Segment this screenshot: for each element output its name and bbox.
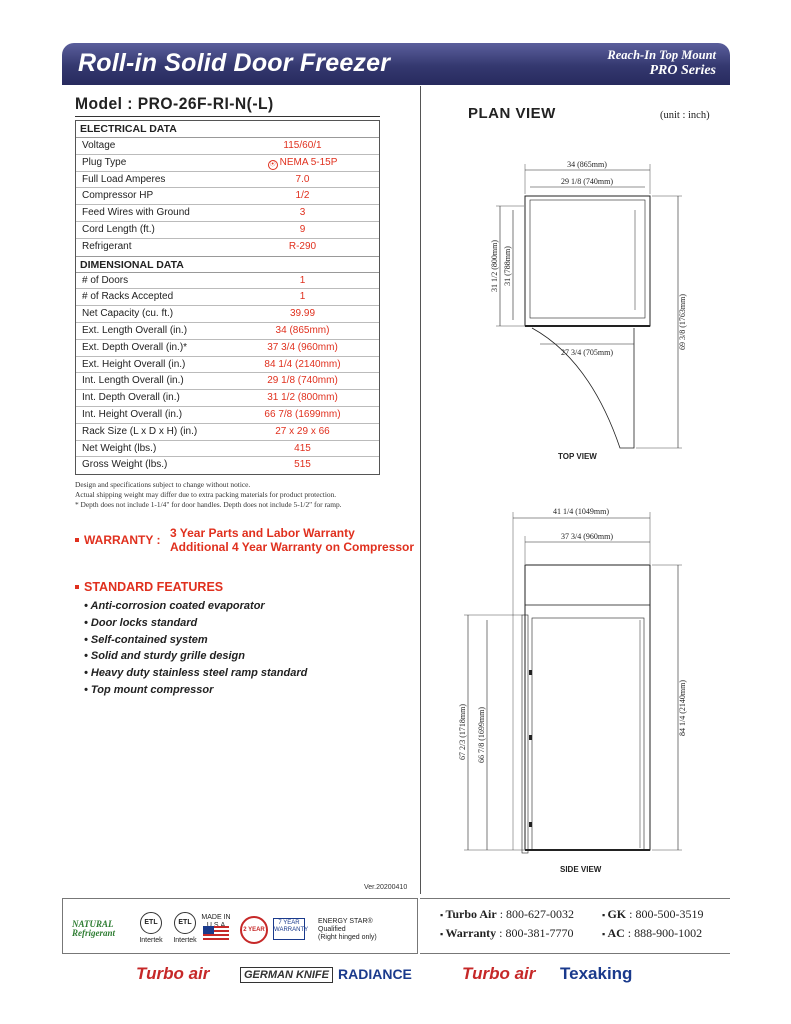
radiance-logo: RADIANCE	[338, 966, 412, 982]
spec-label: Cord Length (ft.)	[82, 223, 155, 235]
spec-label: Gross Weight (lbs.)	[82, 459, 168, 471]
dim-top-width-outer: 34 (865mm)	[567, 160, 607, 169]
contact-gk: ▪ GK : 800-500-3519	[602, 907, 703, 922]
spec-value: 84 1/4 (2140mm)	[264, 358, 341, 370]
spec-value: 115/60/1	[283, 140, 322, 151]
series-line-1: Reach-In Top Mount	[607, 48, 716, 62]
natural-refrigerant-logo: NATURAL Refrigerant	[72, 919, 116, 938]
header-banner	[62, 43, 730, 85]
features-list	[84, 598, 307, 699]
spec-row	[76, 407, 379, 424]
dim-top-door: 27 3/4 (705mm)	[561, 348, 613, 357]
page-title: Roll-in Solid Door Freezer	[78, 49, 391, 77]
spec-label: Int. Length Overall (in.)	[82, 375, 184, 387]
dim-top-swing: 69 3/8 (1763mm)	[678, 294, 687, 350]
brand-logos	[130, 962, 670, 990]
door-latch	[529, 822, 532, 827]
two-year-warranty-badge: 2 YEAR	[240, 916, 268, 944]
spec-label: Int. Height Overall (in.)	[82, 408, 183, 420]
spec-row	[76, 323, 379, 340]
feature-item: • Heavy duty stainless steel ramp standard	[84, 665, 307, 682]
dimensional-section-title: DIMENSIONAL DATA	[76, 256, 379, 273]
spec-label: Feed Wires with Ground	[82, 207, 190, 219]
etl-listed-icon: ETL	[140, 912, 162, 934]
intertek-label: Intertek	[139, 937, 163, 944]
feature-item: • Self-contained system	[84, 632, 307, 649]
spec-value: 9	[299, 223, 306, 235]
spec-label: Net Capacity (cu. ft.)	[82, 308, 174, 320]
notes	[75, 480, 342, 510]
dim-side-width-inner: 37 3/4 (960mm)	[561, 532, 613, 541]
spec-label: Ext. Length Overall (in.)	[82, 324, 188, 336]
spec-label: Full Load Amperes	[82, 173, 166, 185]
turbo-air-logo: Turbo air	[136, 964, 210, 983]
spec-row	[76, 424, 379, 441]
door-swing-arc	[532, 328, 634, 448]
spec-value: 7.0	[295, 173, 310, 185]
spec-row	[76, 457, 379, 474]
series-label	[607, 48, 716, 78]
dim-side-height-door: 67 2/3 (1718mm)	[458, 704, 467, 760]
series-line-2: PRO Series	[649, 63, 716, 78]
seven-year-warranty-badge: 7 YEAR WARRANTY	[273, 918, 305, 940]
door-latch	[529, 670, 532, 675]
feature-item: • Anti-corrosion coated evaporator	[84, 598, 307, 615]
warranty-lines	[170, 526, 414, 554]
electrical-rows	[76, 138, 379, 256]
contact-warranty: ▪ Warranty : 800-381-7770	[440, 926, 573, 941]
plan-drawing	[440, 150, 700, 890]
handles	[529, 670, 532, 827]
spec-label: # of Doors	[82, 274, 129, 286]
dim-top-width-inner: 29 1/8 (740mm)	[561, 177, 613, 186]
spec-value: 39.99	[289, 308, 316, 320]
spec-row	[76, 222, 379, 239]
spec-row	[76, 172, 379, 189]
intertek-label-2: Intertek	[173, 937, 197, 944]
spec-value: 37 3/4 (960mm)	[267, 341, 338, 353]
spec-label: Refrigerant	[82, 240, 132, 252]
german-knife-logo: GERMAN KNIFE	[240, 967, 333, 983]
top-view-label: TOP VIEW	[558, 452, 597, 461]
spec-row	[76, 441, 379, 458]
column-divider	[420, 86, 421, 894]
spec-value: 3	[299, 207, 306, 219]
spec-row	[76, 357, 379, 374]
spec-row	[76, 188, 379, 205]
note-line: Actual shipping weight may differ due to extra packing materials for product protection.	[75, 490, 337, 499]
model-number: Model : PRO-26F-RI-N(-L)	[75, 94, 274, 113]
spec-value: 415	[294, 442, 311, 454]
spec-label: Rack Size (L x D x H) (in.)	[82, 425, 198, 437]
spec-value: 29 1/8 (740mm)	[267, 375, 338, 387]
note-line: Design and specifications subject to change without notice.	[75, 480, 251, 489]
spec-label: Compressor HP	[82, 190, 154, 202]
feature-item: • Top mount compressor	[84, 682, 307, 699]
side-view-door	[532, 618, 644, 850]
plug-icon: ⦿	[269, 161, 276, 168]
model-underline	[75, 116, 380, 117]
spec-value: 1	[299, 274, 306, 286]
version-label: Ver.20200410	[364, 884, 408, 891]
electrical-section-title: ELECTRICAL DATA	[76, 121, 379, 138]
spec-row	[76, 273, 379, 290]
spec-label: Ext. Height Overall (in.)	[82, 358, 186, 370]
spec-value: 31 1/2 (800mm)	[267, 392, 338, 404]
side-view-compressor-housing	[525, 565, 650, 605]
spec-row	[76, 138, 379, 155]
bullet-icon	[75, 585, 79, 589]
dim-side-width-outer: 41 1/4 (1049mm)	[553, 507, 609, 516]
side-view-cabinet	[525, 565, 650, 850]
contact-turbo-air: ▪ Turbo Air : 800-627-0032	[440, 907, 574, 922]
spec-value: R-290	[288, 240, 317, 252]
dim-top-depth-inner: 31 (788mm)	[503, 246, 512, 286]
spec-table	[75, 120, 380, 475]
spec-value: ⦿ NEMA 5-15P	[269, 156, 338, 168]
texaking-logo: Texaking	[560, 964, 633, 983]
warranty-line-1: 3 Year Parts and Labor Warranty	[170, 526, 355, 540]
spec-row	[76, 390, 379, 407]
feature-item: • Solid and sturdy grille design	[84, 648, 307, 665]
spec-label: # of Racks Accepted	[82, 291, 174, 303]
unit-label: (unit : inch)	[660, 110, 710, 121]
note-line: * Depth does not include 1-1/4" for door handles. Depth does not include 5-1/2" for ramp.	[75, 500, 342, 509]
plan-view-title: PLAN VIEW	[468, 105, 556, 122]
spec-label: Plug Type	[82, 156, 127, 168]
top-view-cabinet	[525, 196, 650, 326]
spec-label: Ext. Depth Overall (in.)*	[82, 341, 188, 353]
made-in-usa-label: MADE IN	[201, 914, 231, 921]
spec-row	[76, 155, 379, 172]
spec-label: Voltage	[82, 140, 116, 151]
dim-side-height-inner: 66 7/8 (1699mm)	[477, 707, 486, 763]
side-view-label: SIDE VIEW	[560, 865, 602, 874]
turbo-air-system-logo: Turbo air	[462, 964, 536, 983]
door-latch	[529, 735, 532, 740]
feature-item: • Door locks standard	[84, 615, 307, 632]
spec-value: 1/2	[295, 190, 310, 202]
bullet-icon	[75, 538, 79, 542]
spec-value: 66 7/8 (1699mm)	[264, 408, 341, 420]
contact-ac: ▪ AC : 888-900-1002	[602, 926, 702, 941]
energy-star-label: ENERGY STAR® Qualified (Right hinged only)	[318, 918, 377, 941]
warranty-line-2: Additional 4 Year Warranty on Compressor	[170, 540, 415, 554]
usa-flag-icon	[203, 926, 229, 941]
spec-row	[76, 289, 379, 306]
spec-row	[76, 306, 379, 323]
spec-row	[76, 373, 379, 390]
etl-sanitation-icon: ETL	[174, 912, 196, 934]
spec-value: 515	[294, 459, 311, 471]
top-view-interior	[530, 200, 645, 318]
spec-value: 1	[299, 291, 306, 303]
spec-label: Net Weight (lbs.)	[82, 442, 157, 454]
dimensional-rows	[76, 273, 379, 475]
spec-row	[76, 205, 379, 222]
spec-value: 34 (865mm)	[275, 324, 330, 336]
spec-row	[76, 340, 379, 357]
features-title: STANDARD FEATURES	[75, 580, 223, 594]
warranty-label: WARRANTY :	[75, 533, 160, 547]
spec-row	[76, 239, 379, 256]
dim-top-depth-outer: 31 1/2 (800mm)	[490, 240, 499, 292]
spec-value: 27 x 29 x 66	[275, 425, 330, 437]
spec-label: Int. Depth Overall (in.)	[82, 392, 180, 404]
dim-side-height-total: 84 1/4 (2140mm)	[678, 680, 687, 736]
